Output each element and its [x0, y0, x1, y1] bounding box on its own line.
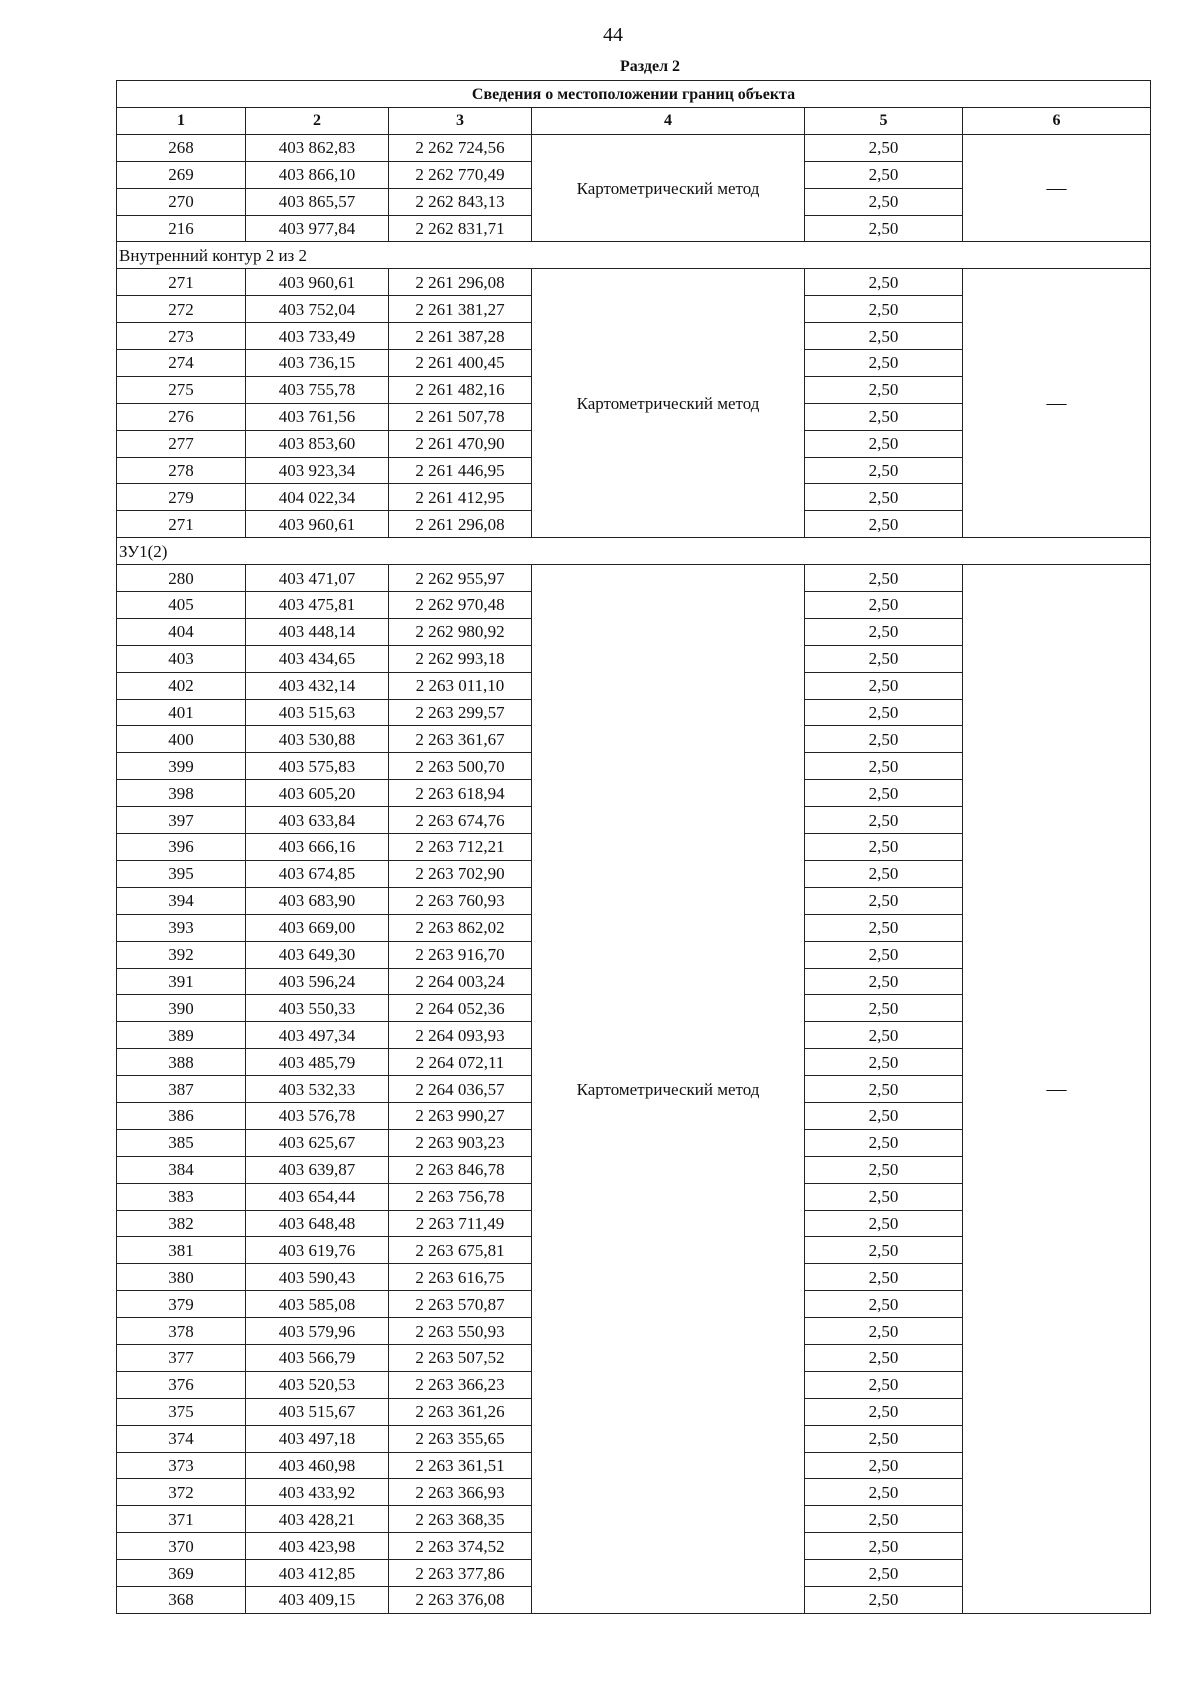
x-coordinate-cell: 403 475,81 [246, 592, 389, 619]
y-coordinate-cell: 2 262 980,92 [389, 618, 532, 645]
x-coordinate-cell: 403 853,60 [246, 430, 389, 457]
point-number-cell: 280 [117, 565, 246, 592]
point-number-cell: 387 [117, 1076, 246, 1103]
accuracy-cell: 2,50 [805, 887, 963, 914]
accuracy-cell: 2,50 [805, 941, 963, 968]
group-label-row [117, 242, 1151, 269]
y-coordinate-cell: 2 264 036,57 [389, 1076, 532, 1103]
accuracy-cell: 2,50 [805, 834, 963, 861]
y-coordinate-cell: 2 263 366,93 [389, 1479, 532, 1506]
point-number-cell: 270 [117, 188, 246, 215]
y-coordinate-cell: 2 264 072,11 [389, 1049, 532, 1076]
point-number-cell: 392 [117, 941, 246, 968]
y-coordinate-cell: 2 263 674,76 [389, 807, 532, 834]
group-label: ЗУ1(2) [117, 538, 1151, 565]
accuracy-cell: 2,50 [805, 511, 963, 538]
point-number-cell: 377 [117, 1344, 246, 1371]
y-coordinate-cell: 2 263 702,90 [389, 860, 532, 887]
point-number-cell: 389 [117, 1022, 246, 1049]
accuracy-cell: 2,50 [805, 1425, 963, 1452]
x-coordinate-cell: 403 530,88 [246, 726, 389, 753]
x-coordinate-cell: 403 433,92 [246, 1479, 389, 1506]
y-coordinate-cell: 2 262 993,18 [389, 645, 532, 672]
y-coordinate-cell: 2 263 760,93 [389, 887, 532, 914]
group-label: Внутренний контур 2 из 2 [117, 242, 1151, 269]
x-coordinate-cell: 403 550,33 [246, 995, 389, 1022]
y-coordinate-cell: 2 261 470,90 [389, 430, 532, 457]
y-coordinate-cell: 2 261 400,45 [389, 350, 532, 377]
method-cell: Картометрический метод [532, 565, 805, 1614]
point-number-cell: 275 [117, 376, 246, 403]
accuracy-cell: 2,50 [805, 914, 963, 941]
point-number-cell: 400 [117, 726, 246, 753]
y-coordinate-cell: 2 263 756,78 [389, 1183, 532, 1210]
y-coordinate-cell: 2 263 374,52 [389, 1533, 532, 1560]
y-coordinate-cell: 2 263 361,67 [389, 726, 532, 753]
accuracy-cell: 2,50 [805, 1318, 963, 1345]
y-coordinate-cell: 2 264 003,24 [389, 968, 532, 995]
accuracy-cell: 2,50 [805, 1506, 963, 1533]
accuracy-cell: 2,50 [805, 1049, 963, 1076]
table-row [117, 269, 1151, 296]
x-coordinate-cell: 403 515,67 [246, 1398, 389, 1425]
point-number-cell: 391 [117, 968, 246, 995]
accuracy-cell: 2,50 [805, 592, 963, 619]
point-number-cell: 374 [117, 1425, 246, 1452]
y-coordinate-cell: 2 263 712,21 [389, 834, 532, 861]
accuracy-cell: 2,50 [805, 1183, 963, 1210]
y-coordinate-cell: 2 262 831,71 [389, 215, 532, 242]
point-number-cell: 279 [117, 484, 246, 511]
column-header: 4 [532, 108, 805, 135]
point-number-cell: 396 [117, 834, 246, 861]
y-coordinate-cell: 2 263 361,26 [389, 1398, 532, 1425]
point-number-cell: 384 [117, 1156, 246, 1183]
accuracy-cell: 2,50 [805, 1237, 963, 1264]
accuracy-cell: 2,50 [805, 296, 963, 323]
method-cell: Картометрический метод [532, 134, 805, 242]
point-number-cell: 276 [117, 403, 246, 430]
accuracy-cell: 2,50 [805, 350, 963, 377]
y-coordinate-cell: 2 263 846,78 [389, 1156, 532, 1183]
point-number-cell: 272 [117, 296, 246, 323]
point-number-cell: 395 [117, 860, 246, 887]
page-number: 44 [603, 24, 623, 46]
point-number-cell: 403 [117, 645, 246, 672]
column-header: 6 [963, 108, 1151, 135]
accuracy-cell: 2,50 [805, 860, 963, 887]
accuracy-cell: 2,50 [805, 1371, 963, 1398]
point-number-cell: 385 [117, 1129, 246, 1156]
x-coordinate-cell: 403 977,84 [246, 215, 389, 242]
y-coordinate-cell: 2 263 903,23 [389, 1129, 532, 1156]
column-header-row [117, 108, 1151, 135]
point-number-cell: 277 [117, 430, 246, 457]
y-coordinate-cell: 2 261 296,08 [389, 269, 532, 296]
point-number-cell: 383 [117, 1183, 246, 1210]
method-cell: Картометрический метод [532, 269, 805, 538]
x-coordinate-cell: 403 960,61 [246, 511, 389, 538]
x-coordinate-cell: 403 605,20 [246, 780, 389, 807]
x-coordinate-cell: 403 575,83 [246, 753, 389, 780]
y-coordinate-cell: 2 263 011,10 [389, 672, 532, 699]
y-coordinate-cell: 2 264 052,36 [389, 995, 532, 1022]
accuracy-cell: 2,50 [805, 161, 963, 188]
y-coordinate-cell: 2 263 550,93 [389, 1318, 532, 1345]
x-coordinate-cell: 403 497,34 [246, 1022, 389, 1049]
y-coordinate-cell: 2 261 507,78 [389, 403, 532, 430]
y-coordinate-cell: 2 262 970,48 [389, 592, 532, 619]
x-coordinate-cell: 403 633,84 [246, 807, 389, 834]
x-coordinate-cell: 403 669,00 [246, 914, 389, 941]
y-coordinate-cell: 2 263 366,23 [389, 1371, 532, 1398]
x-coordinate-cell: 404 022,34 [246, 484, 389, 511]
y-coordinate-cell: 2 261 387,28 [389, 323, 532, 350]
column-6-cell: — [963, 269, 1151, 538]
accuracy-cell: 2,50 [805, 1398, 963, 1425]
table-caption: Сведения о местоположении границ объекта [117, 81, 1151, 108]
point-number-cell: 398 [117, 780, 246, 807]
point-number-cell: 393 [117, 914, 246, 941]
x-coordinate-cell: 403 639,87 [246, 1156, 389, 1183]
y-coordinate-cell: 2 263 862,02 [389, 914, 532, 941]
y-coordinate-cell: 2 263 675,81 [389, 1237, 532, 1264]
x-coordinate-cell: 403 674,85 [246, 860, 389, 887]
point-number-cell: 375 [117, 1398, 246, 1425]
accuracy-cell: 2,50 [805, 323, 963, 350]
point-number-cell: 269 [117, 161, 246, 188]
x-coordinate-cell: 403 409,15 [246, 1586, 389, 1613]
accuracy-cell: 2,50 [805, 807, 963, 834]
accuracy-cell: 2,50 [805, 215, 963, 242]
y-coordinate-cell: 2 261 296,08 [389, 511, 532, 538]
point-number-cell: 379 [117, 1291, 246, 1318]
accuracy-cell: 2,50 [805, 134, 963, 161]
point-number-cell: 371 [117, 1506, 246, 1533]
accuracy-cell: 2,50 [805, 1344, 963, 1371]
accuracy-cell: 2,50 [805, 269, 963, 296]
accuracy-cell: 2,50 [805, 995, 963, 1022]
x-coordinate-cell: 403 532,33 [246, 1076, 389, 1103]
table-row [117, 134, 1151, 161]
y-coordinate-cell: 2 263 618,94 [389, 780, 532, 807]
accuracy-cell: 2,50 [805, 565, 963, 592]
point-number-cell: 373 [117, 1452, 246, 1479]
x-coordinate-cell: 403 579,96 [246, 1318, 389, 1345]
accuracy-cell: 2,50 [805, 1129, 963, 1156]
accuracy-cell: 2,50 [805, 699, 963, 726]
x-coordinate-cell: 403 423,98 [246, 1533, 389, 1560]
y-coordinate-cell: 2 263 570,87 [389, 1291, 532, 1318]
accuracy-cell: 2,50 [805, 1264, 963, 1291]
x-coordinate-cell: 403 497,18 [246, 1425, 389, 1452]
accuracy-cell: 2,50 [805, 618, 963, 645]
point-number-cell: 372 [117, 1479, 246, 1506]
accuracy-cell: 2,50 [805, 1586, 963, 1613]
section-title: Раздел 2 [619, 58, 681, 75]
point-number-cell: 368 [117, 1586, 246, 1613]
y-coordinate-cell: 2 261 482,16 [389, 376, 532, 403]
y-coordinate-cell: 2 261 381,27 [389, 296, 532, 323]
y-coordinate-cell: 2 264 093,93 [389, 1022, 532, 1049]
accuracy-cell: 2,50 [805, 968, 963, 995]
accuracy-cell: 2,50 [805, 1291, 963, 1318]
column-header: 3 [389, 108, 532, 135]
point-number-cell: 382 [117, 1210, 246, 1237]
point-number-cell: 388 [117, 1049, 246, 1076]
point-number-cell: 380 [117, 1264, 246, 1291]
point-number-cell: 405 [117, 592, 246, 619]
accuracy-cell: 2,50 [805, 1210, 963, 1237]
x-coordinate-cell: 403 576,78 [246, 1102, 389, 1129]
accuracy-cell: 2,50 [805, 780, 963, 807]
x-coordinate-cell: 403 448,14 [246, 618, 389, 645]
x-coordinate-cell: 403 648,48 [246, 1210, 389, 1237]
point-number-cell: 401 [117, 699, 246, 726]
accuracy-cell: 2,50 [805, 1560, 963, 1587]
point-number-cell: 216 [117, 215, 246, 242]
point-number-cell: 370 [117, 1533, 246, 1560]
point-number-cell: 399 [117, 753, 246, 780]
y-coordinate-cell: 2 263 377,86 [389, 1560, 532, 1587]
point-number-cell: 376 [117, 1371, 246, 1398]
x-coordinate-cell: 403 736,15 [246, 350, 389, 377]
y-coordinate-cell: 2 263 616,75 [389, 1264, 532, 1291]
x-coordinate-cell: 403 625,67 [246, 1129, 389, 1156]
x-coordinate-cell: 403 434,65 [246, 645, 389, 672]
column-header: 1 [117, 108, 246, 135]
x-coordinate-cell: 403 865,57 [246, 188, 389, 215]
point-number-cell: 278 [117, 457, 246, 484]
x-coordinate-cell: 403 520,53 [246, 1371, 389, 1398]
accuracy-cell: 2,50 [805, 188, 963, 215]
y-coordinate-cell: 2 263 990,27 [389, 1102, 532, 1129]
x-coordinate-cell: 403 485,79 [246, 1049, 389, 1076]
y-coordinate-cell: 2 263 368,35 [389, 1506, 532, 1533]
table-body [117, 134, 1151, 1613]
accuracy-cell: 2,50 [805, 457, 963, 484]
y-coordinate-cell: 2 261 446,95 [389, 457, 532, 484]
point-number-cell: 404 [117, 618, 246, 645]
x-coordinate-cell: 403 428,21 [246, 1506, 389, 1533]
accuracy-cell: 2,50 [805, 1102, 963, 1129]
point-number-cell: 273 [117, 323, 246, 350]
y-coordinate-cell: 2 263 711,49 [389, 1210, 532, 1237]
accuracy-cell: 2,50 [805, 376, 963, 403]
group-label-row [117, 538, 1151, 565]
point-number-cell: 271 [117, 511, 246, 538]
accuracy-cell: 2,50 [805, 753, 963, 780]
accuracy-cell: 2,50 [805, 1452, 963, 1479]
point-number-cell: 268 [117, 134, 246, 161]
y-coordinate-cell: 2 263 916,70 [389, 941, 532, 968]
x-coordinate-cell: 403 460,98 [246, 1452, 389, 1479]
point-number-cell: 381 [117, 1237, 246, 1264]
accuracy-cell: 2,50 [805, 403, 963, 430]
accuracy-cell: 2,50 [805, 672, 963, 699]
point-number-cell: 271 [117, 269, 246, 296]
column-header: 5 [805, 108, 963, 135]
table-row [117, 565, 1151, 592]
x-coordinate-cell: 403 596,24 [246, 968, 389, 995]
y-coordinate-cell: 2 262 724,56 [389, 134, 532, 161]
accuracy-cell: 2,50 [805, 1533, 963, 1560]
x-coordinate-cell: 403 755,78 [246, 376, 389, 403]
accuracy-cell: 2,50 [805, 1076, 963, 1103]
x-coordinate-cell: 403 683,90 [246, 887, 389, 914]
point-number-cell: 390 [117, 995, 246, 1022]
x-coordinate-cell: 403 752,04 [246, 296, 389, 323]
point-number-cell: 274 [117, 350, 246, 377]
x-coordinate-cell: 403 590,43 [246, 1264, 389, 1291]
column-header: 2 [246, 108, 389, 135]
x-coordinate-cell: 403 923,34 [246, 457, 389, 484]
x-coordinate-cell: 403 866,10 [246, 161, 389, 188]
y-coordinate-cell: 2 262 955,97 [389, 565, 532, 592]
accuracy-cell: 2,50 [805, 645, 963, 672]
point-number-cell: 394 [117, 887, 246, 914]
accuracy-cell: 2,50 [805, 1156, 963, 1183]
y-coordinate-cell: 2 262 843,13 [389, 188, 532, 215]
x-coordinate-cell: 403 862,83 [246, 134, 389, 161]
column-6-cell: — [963, 134, 1151, 242]
x-coordinate-cell: 403 619,76 [246, 1237, 389, 1264]
y-coordinate-cell: 2 263 355,65 [389, 1425, 532, 1452]
x-coordinate-cell: 403 432,14 [246, 672, 389, 699]
accuracy-cell: 2,50 [805, 726, 963, 753]
x-coordinate-cell: 403 761,56 [246, 403, 389, 430]
point-number-cell: 369 [117, 1560, 246, 1587]
y-coordinate-cell: 2 263 361,51 [389, 1452, 532, 1479]
accuracy-cell: 2,50 [805, 430, 963, 457]
x-coordinate-cell: 403 733,49 [246, 323, 389, 350]
x-coordinate-cell: 403 960,61 [246, 269, 389, 296]
accuracy-cell: 2,50 [805, 484, 963, 511]
x-coordinate-cell: 403 666,16 [246, 834, 389, 861]
y-coordinate-cell: 2 263 299,57 [389, 699, 532, 726]
accuracy-cell: 2,50 [805, 1479, 963, 1506]
y-coordinate-cell: 2 263 376,08 [389, 1586, 532, 1613]
column-6-cell: — [963, 565, 1151, 1614]
point-number-cell: 378 [117, 1318, 246, 1345]
x-coordinate-cell: 403 471,07 [246, 565, 389, 592]
accuracy-cell: 2,50 [805, 1022, 963, 1049]
y-coordinate-cell: 2 262 770,49 [389, 161, 532, 188]
x-coordinate-cell: 403 412,85 [246, 1560, 389, 1587]
y-coordinate-cell: 2 263 500,70 [389, 753, 532, 780]
y-coordinate-cell: 2 263 507,52 [389, 1344, 532, 1371]
boundary-coordinates-table [116, 80, 1151, 1614]
x-coordinate-cell: 403 585,08 [246, 1291, 389, 1318]
y-coordinate-cell: 2 261 412,95 [389, 484, 532, 511]
point-number-cell: 402 [117, 672, 246, 699]
x-coordinate-cell: 403 515,63 [246, 699, 389, 726]
point-number-cell: 397 [117, 807, 246, 834]
point-number-cell: 386 [117, 1102, 246, 1129]
x-coordinate-cell: 403 654,44 [246, 1183, 389, 1210]
x-coordinate-cell: 403 649,30 [246, 941, 389, 968]
x-coordinate-cell: 403 566,79 [246, 1344, 389, 1371]
